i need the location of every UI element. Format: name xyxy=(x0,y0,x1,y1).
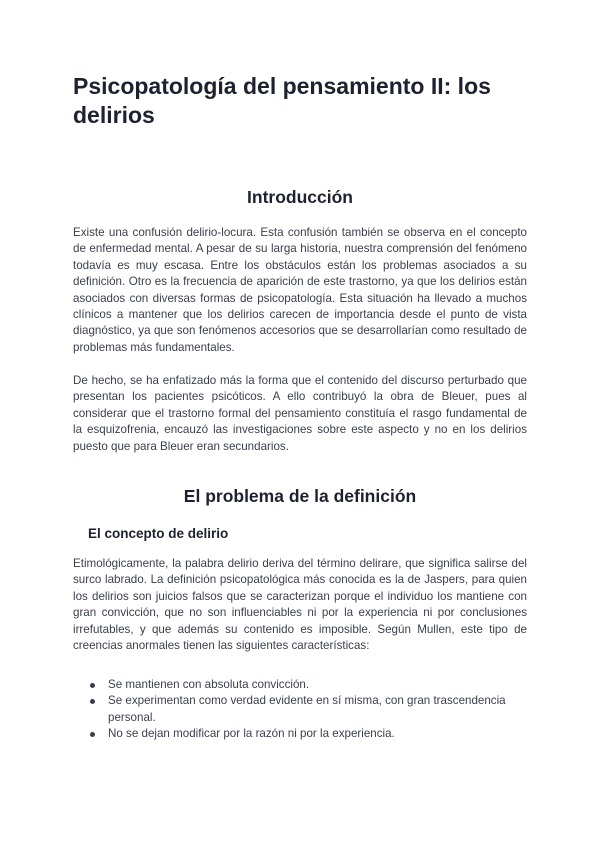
section-heading-introduccion: Introducción xyxy=(247,187,353,207)
paragraph-definicion-1: Etimológicamente, la palabra delirio deriva del término delirare, que significa salirse del surco labrado. La definición psicopatológica más conocida es la de Jaspers, para quien los delirios son juicios falsos que se caracterizan porque el individuo los mantiene con gran convicción, que no son influenciables ni por la experiencia ni por conclusiones irrefutables, y que además su contenido es imposible. Según Mullen, este tipo de creencias anormales tienen las siguientes características: xyxy=(73,557,527,653)
bullet-icon xyxy=(90,699,95,704)
section-heading-definicion: El problema de la definición xyxy=(183,486,417,506)
list-item-text: No se dejan modificar por la razón ni por la experiencia. xyxy=(108,727,395,741)
paragraph-intro-1: Existe una confusión delirio-locura. Esta confusión también se observa en el concepto de enfermedad mental. A pesar de su larga historia, nuestra comprensión del fenómeno todavía es muy escasa. Entre los obstáculos están los problemas asociados a su definición. Otro es la frecuencia de aparición de este trastorno, ya que los delirios están asociados con diversas formas de psicopatología. Esta situación ha llevado a muchos clínicos a mantener que los delirios carecen de importancia desde el punto de vista diagnóstico, ya que son fenómenos accesorios que se desarrollarían como resultado de problemas más fundamentales. xyxy=(73,226,527,354)
bullet-icon xyxy=(90,732,95,737)
list-item-text: Se experimentan como verdad evidente en sí misma, con gran trascendencia personal. xyxy=(108,694,506,724)
subheading-concepto-delirio: El concepto de delirio xyxy=(88,526,229,541)
list-item xyxy=(88,677,528,693)
list-item xyxy=(88,693,528,726)
characteristics-list xyxy=(88,677,528,743)
page-title: Psicopatología del pensamiento II: los delirios xyxy=(73,73,491,128)
bullet-icon xyxy=(90,683,95,688)
list-item-text: Se mantienen con absoluta convicción. xyxy=(108,678,310,691)
paragraph-intro-2: De hecho, se ha enfatizado más la forma que el contenido del discurso perturbado que presentan los pacientes psicóticos. A ello contribuyó la obra de Bleuer, pues al considerar que el trastorno formal del pensamiento constituía el rasgo fundamental de la esquizofrenia, encauzó las investigaciones sobre este aspecto y no en los delirios puesto que para Bleuer eran secundarios. xyxy=(73,374,527,453)
list-item xyxy=(88,726,528,742)
